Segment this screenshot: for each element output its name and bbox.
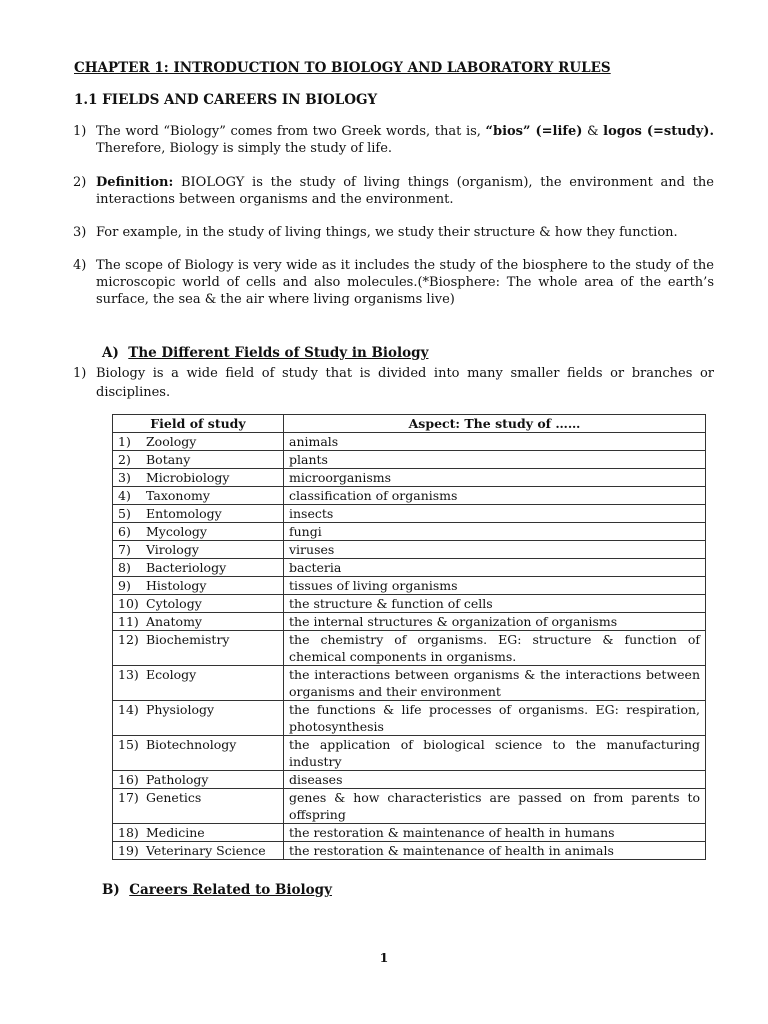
row-number: 19) <box>118 843 139 858</box>
subsection-a-heading: A) The Different Fields of Study in Biology <box>102 345 429 361</box>
row-number: 11) <box>118 614 139 629</box>
field-name: Veterinary Science <box>146 843 266 858</box>
aspect-cell: tissues of living organisms <box>284 577 706 595</box>
aspect-cell: classification of organisms <box>284 487 706 505</box>
field-cell <box>113 559 284 577</box>
definition-label: Definition: <box>96 175 174 190</box>
field-name: Entomology <box>146 506 222 521</box>
aspect-cell: bacteria <box>284 559 706 577</box>
field-cell <box>113 595 284 613</box>
table-row <box>113 701 706 736</box>
aspect-cell: insects <box>284 505 706 523</box>
field-name: Cytology <box>146 596 202 611</box>
field-cell <box>113 451 284 469</box>
table-row <box>113 487 706 505</box>
column-header: Field of study <box>113 415 284 433</box>
field-name: Physiology <box>146 702 215 717</box>
table-row <box>113 433 706 451</box>
point-1: 1) The word “Biology” comes from two Greek words, that is, “bios” (=life) & logos (=study). Therefore, Biology is simply the study of life. <box>73 124 714 156</box>
field-name: Ecology <box>146 667 197 682</box>
point-3: 3) For example, in the study of living things, we study their structure & how they function. <box>73 225 678 240</box>
field-cell <box>113 541 284 559</box>
field-cell <box>113 505 284 523</box>
aspect-cell: the internal structures & organization of organisms <box>284 613 706 631</box>
aspect-cell: plants <box>284 451 706 469</box>
table-row <box>113 595 706 613</box>
field-cell <box>113 789 284 824</box>
row-number: 17) <box>118 790 139 805</box>
row-number: 15) <box>118 737 139 752</box>
row-number: 5) <box>118 506 131 521</box>
field-cell <box>113 736 284 771</box>
field-name: Microbiology <box>146 470 230 485</box>
field-name: Taxonomy <box>146 488 210 503</box>
field-name: Zoology <box>146 434 197 449</box>
table-row <box>113 613 706 631</box>
column-header: Aspect: The study of …… <box>284 415 706 433</box>
field-cell <box>113 631 284 666</box>
field-cell <box>113 771 284 789</box>
field-name: Biotechnology <box>146 737 237 752</box>
field-cell <box>113 824 284 842</box>
point-2: 2) Definition: BIOLOGY is the study of living things (organism), the environment and the interactions between organisms and the environment. <box>73 175 714 207</box>
field-cell <box>113 523 284 541</box>
row-number: 6) <box>118 524 131 539</box>
field-cell <box>113 577 284 595</box>
point-number: 1) <box>73 366 87 381</box>
intro-point: 1) Biology is a wide field of study that is divided into many smaller fields or branches or disciplines. <box>73 366 714 400</box>
table-row <box>113 577 706 595</box>
page-number: 1 <box>379 950 389 965</box>
row-number: 12) <box>118 632 139 647</box>
aspect-cell: the restoration & maintenance of health in animals <box>284 842 706 860</box>
table-row <box>113 736 706 771</box>
field-cell <box>113 433 284 451</box>
table-row <box>113 824 706 842</box>
row-number: 8) <box>118 560 131 575</box>
table-row <box>113 842 706 860</box>
row-number: 18) <box>118 825 139 840</box>
row-number: 9) <box>118 578 131 593</box>
aspect-cell: the restoration & maintenance of health in humans <box>284 824 706 842</box>
aspect-cell: fungi <box>284 523 706 541</box>
aspect-cell: diseases <box>284 771 706 789</box>
field-cell <box>113 487 284 505</box>
field-name: Pathology <box>146 772 209 787</box>
aspect-cell: the chemistry of organisms. EG: structure & function of chemical components in organisms. <box>284 631 706 666</box>
table-row <box>113 771 706 789</box>
aspect-cell: the functions & life processes of organisms. EG: respiration, photosynthesis <box>284 701 706 736</box>
table-row <box>113 789 706 824</box>
row-number: 14) <box>118 702 139 717</box>
field-cell <box>113 469 284 487</box>
table-row <box>113 451 706 469</box>
field-cell <box>113 701 284 736</box>
table-row <box>113 469 706 487</box>
field-name: Bacteriology <box>146 560 227 575</box>
section-title: 1.1 FIELDS AND CAREERS IN BIOLOGY <box>74 92 378 108</box>
field-name: Genetics <box>146 790 202 805</box>
field-cell <box>113 666 284 701</box>
subsection-b-heading: B) Careers Related to Biology <box>102 882 332 898</box>
point-number: 4) <box>73 258 87 273</box>
field-name: Histology <box>146 578 207 593</box>
field-cell <box>113 613 284 631</box>
row-number: 3) <box>118 470 131 485</box>
row-number: 2) <box>118 452 131 467</box>
table-row <box>113 505 706 523</box>
row-number: 1) <box>118 434 131 449</box>
point-number: 2) <box>73 175 87 190</box>
aspect-cell: viruses <box>284 541 706 559</box>
table-row <box>113 523 706 541</box>
field-name: Medicine <box>146 825 205 840</box>
row-number: 13) <box>118 667 139 682</box>
aspect-cell: the structure & function of cells <box>284 595 706 613</box>
field-name: Anatomy <box>146 614 202 629</box>
aspect-cell: genes & how characteristics are passed on from parents to offspring <box>284 789 706 824</box>
table-row <box>113 666 706 701</box>
row-number: 16) <box>118 772 139 787</box>
row-number: 10) <box>118 596 139 611</box>
row-number: 4) <box>118 488 131 503</box>
field-name: Virology <box>146 542 199 557</box>
chapter-title: CHAPTER 1: INTRODUCTION TO BIOLOGY AND LABORATORY RULES <box>74 60 611 76</box>
aspect-cell: microorganisms <box>284 469 706 487</box>
point-number: 1) <box>73 124 87 139</box>
point-number: 3) <box>73 225 87 240</box>
aspect-cell: the interactions between organisms & the interactions between organisms and their environment <box>284 666 706 701</box>
table-row <box>113 631 706 666</box>
field-name: Botany <box>146 452 191 467</box>
fields-of-study-table <box>112 414 706 860</box>
point-4: 4) The scope of Biology is very wide as it includes the study of the biosphere to the study of the microscopic world of cells and also molecules.(*Biosphere: The whole area of the earth’s surface, the sea & the air where living organisms live) <box>73 258 714 307</box>
field-name: Biochemistry <box>146 632 230 647</box>
field-name: Mycology <box>146 524 207 539</box>
field-cell <box>113 842 284 860</box>
row-number: 7) <box>118 542 131 557</box>
table-row <box>113 559 706 577</box>
aspect-cell: the application of biological science to the manufacturing industry <box>284 736 706 771</box>
table-row <box>113 541 706 559</box>
aspect-cell: animals <box>284 433 706 451</box>
table-header-row <box>113 415 706 433</box>
